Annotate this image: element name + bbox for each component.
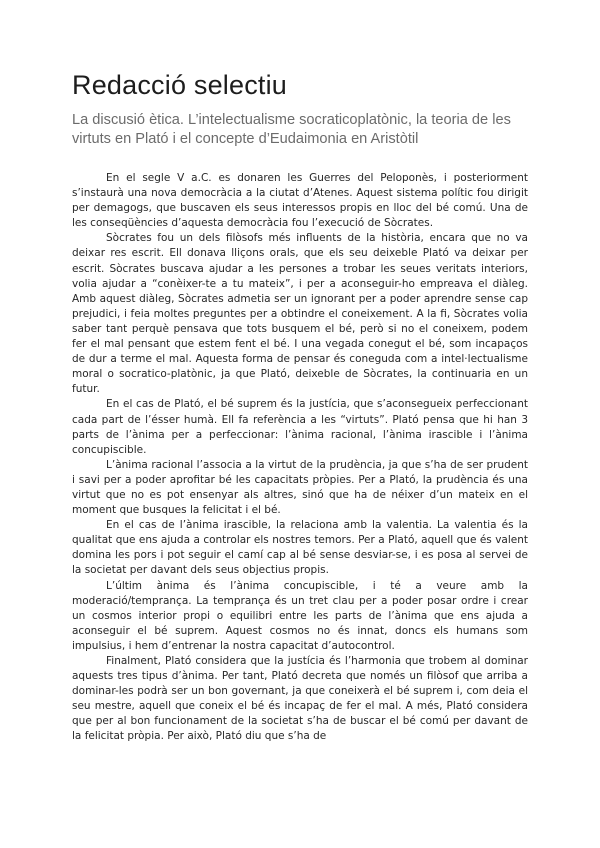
paragraph: L’últim ànima és l’ànima concupiscible, i té a veure amb la moderació/temprança. La temprança és un tret clau per a poder posar ordre i crear un cosmos interior propi o equilibri entre les parts de l’ànima que ens ajuda a aconseguir el bé suprem. Aquest cosmos no és innat, doncs els humans som impulsius, i hem d’entrenar la nostra capacitat d’autocontrol. — [72, 579, 528, 652]
paragraph: Finalment, Plató considera que la justícia és l’harmonia que trobem al dominar aquests tres tipus d’ànima. Per tant, Plató decreta que només un filòsof que arriba a dominar-les podrà ser un bon governant, ja que coneixerà el bé suprem i, com deia el seu mestre, aquell que coneix el bé és incapaç de fer el mal. A més, Plató considera que per al bon funcionament de la societat s’ha de buscar el bé comú per davant de la felicitat pròpia. Per això, Plató diu que s’ha de — [72, 655, 528, 743]
paragraph: L’ànima racional l’associa a la virtut de la prudència, ja que s’ha de ser prudent i savi per a poder aprofitar bé les capacitats pròpies. Per a Plató, la prudència és una virtut que no es pot ensenyar als altres, sinó que ha de néixer d’un mateix en el moment que busques la felicitat i el bé. — [72, 458, 528, 517]
page-subtitle: La discusió ètica. L’intelectualisme socraticoplatònic, la teoria de les virtuts en Plató i el concepte d’Eudaimonia en Aristòtil — [72, 112, 511, 147]
page-title: Redacció selectiu — [72, 70, 288, 100]
paragraph: Sòcrates fou un dels filòsofs més influents de la història, encara que no va deixar res escrit. Ell donava lliçons orals, que els seu deixeble Plató va deixar per escrit. Sòcrates buscava ajudar a les persones a trobar les seues veritats interiors, volia ajudar a “conèixer-te a tu mateix”, i per a aconseguir-ho empreava el diàleg. Amb aquest diàleg, Sòcrates admetia ser un ignorant per a poder aprendre sense cap prejudici, i feia moltes preguntes per a obtindre el coneixement. A la fi, Sòcrates volia saber tant perquè pensava que tots busquem el bé, però si no el coneixem, podem fer el mal pensant que estem fent el bé. I una vegada conegut el bé, som incapaços de dur a terme el mal. Aquesta forma de pensar és coneguda com a intel·lectualisme moral o socratico-platònic, ja que Plató, deixeble de Sòcrates, la continuaria en un futur. — [72, 232, 528, 396]
paragraph: En el cas de Plató, el bé suprem és la justícia, que s’aconsegueix perfeccionant cada part de l’ésser humà. Ell fa referència a les “virtuts”. Plató pensa que hi han 3 parts de l’ànima per a perfeccionar: l’ànima racional, l’ànima irascible i l’ànima concupiscible. — [72, 398, 528, 456]
body-text — [72, 171, 528, 745]
paragraph: En el cas de l’ànima irascible, la relaciona amb la valentia. La valentia és la qualitat que ens ajuda a controlar els nostres temors. Per a Plató, aquell que és valent domina les pors i pot seguir el camí cap al bé sense desviar-se, i es posa al servei de la societat per davant dels seus objectius propis. — [72, 519, 528, 577]
paragraph: En el segle V a.C. es donaren les Guerres del Peloponès, i posteriorment s’instaurà una nova democràcia a la ciutat d’Atenes. Aquest sistema polític fou dirigit per demagogs, que buscaven els seus interessos propis en lloc del bé comú. Una de les conseqüències d’aquesta democràcia fou l’execució de Sòcrates. — [72, 172, 528, 230]
